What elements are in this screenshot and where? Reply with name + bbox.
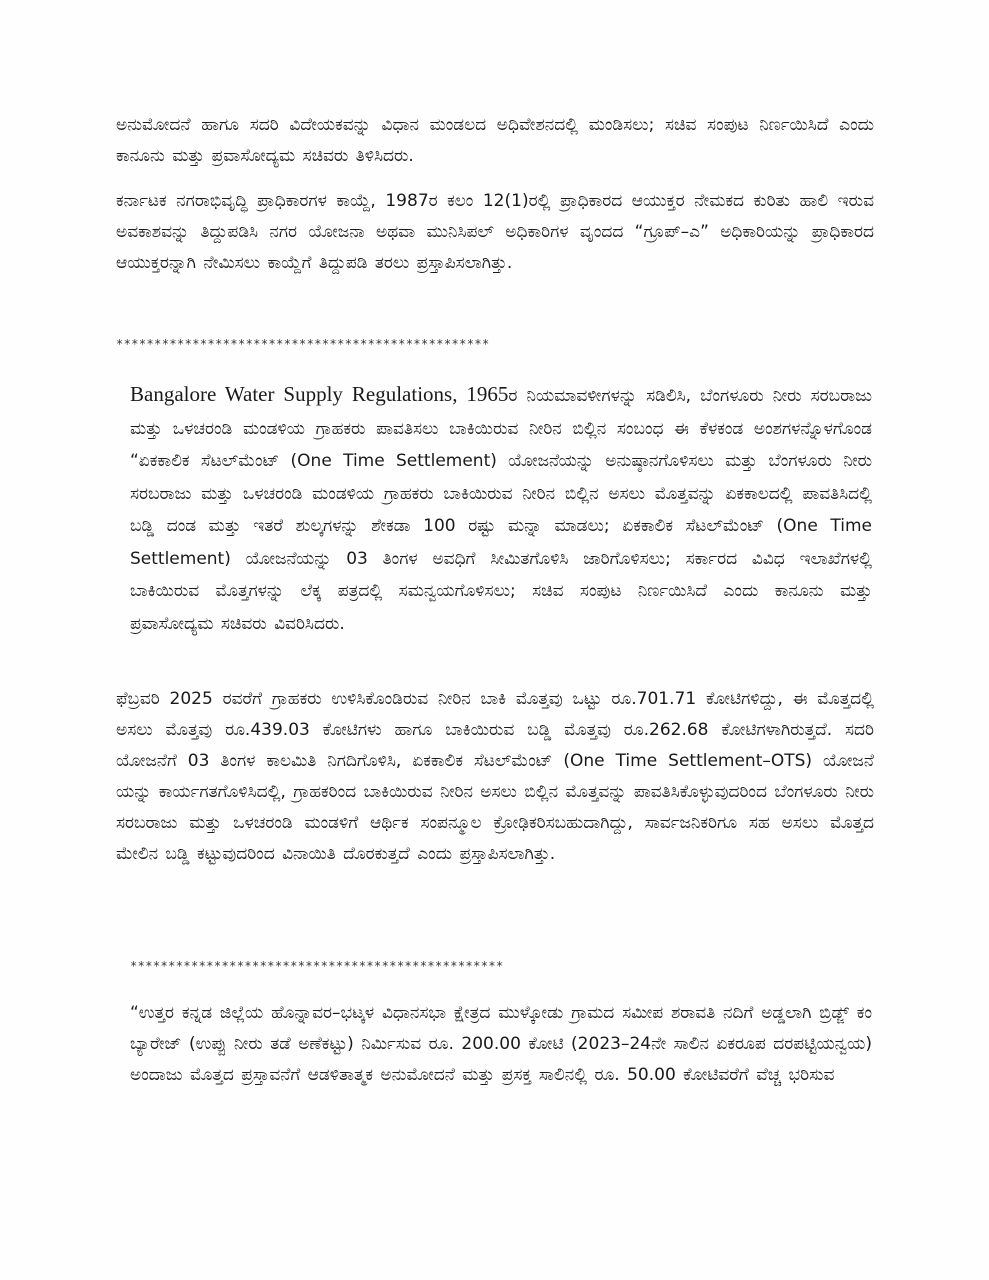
paragraph-outstanding-dues-figures: ಫೆಬ್ರವರಿ 2025 ರವರೆಗೆ ಗ್ರಾಹಕರು ಉಳಿಸಿಕೊಂಡಿರುವ ನೀರಿನ ಬಾಕಿ ಮೊತ್ತವು ಒಟ್ಟು ರೂ.701.71 ಕೋಟಿಗಳಿದ್ದು, ಈ ಮೊತ್ತದಲ್ಲಿ ಅಸಲು ಮೊತ್ತವು ರೂ.439.03 ಕೋಟಿಗಳು ಹಾಗೂ ಬಾಕಿಯಿರುವ ಬಡ್ಡಿ ಮೊತ್ತವು ರೂ.262.68 ಕೋಟಿಗಳಾಗಿರುತ್ತದೆ. ಸದರಿ ಯೋಜನೆಗೆ 03 ತಿಂಗಳ ಕಾಲಮಿತಿ ನಿಗದಿಗೊಳಿಸಿ, ಏಕಕಾಲಿಕ ಸೆಟಲ್‌ಮೆಂಟ್ (One Time Settlement–OTS) ಯೋಜನೆ ಯನ್ನು ಕಾರ್ಯಗತಗೊಳಿಸಿದಲ್ಲಿ, ಗ್ರಾಹಕರಿಂದ ಬಾಕಿಯಿರುವ ನೀರಿನ ಅಸಲು ಬಿಲ್ಲಿನ ಮೊತ್ತವನ್ನು ಪಾವತಿಸಿಕೊಳ್ಳುವುದರಿಂದ ಬೆಂಗಳೂರು ನೀರು ಸರಬರಾಜು ಮತ್ತು ಒಳಚರಂಡಿ ಮಂಡಳಿಗೆ ಆರ್ಥಿಕ ಸಂಪನ್ಮೂಲ ಕ್ರೋಢಿಕರಿಸಬಹುದಾಗಿದ್ದು, ಸಾರ್ವಜನಿಕರಿಗೂ ಸಹ ಅಸಲು ಮೊತ್ತದ ಮೇಲಿನ ಬಡ್ಡಿ ಕಟ್ಟುವುದರಿಂದ ವಿನಾಯಿತಿ ದೊರಕುತ್ತದೆ ಎಂದು ಪ್ರಸ್ತಾಪಿಸಲಾಗಿತ್ತು. [116, 689, 874, 864]
paragraph-lead-regulations-title: Bangalore Water Supply Regulations, 1965 [130, 382, 509, 406]
separator-asterisks: ************************************************* [116, 337, 490, 351]
paragraph-water-supply-ots-scheme [130, 378, 872, 640]
paragraph-sharavati-bridge-barrage: “ಉತ್ತರ ಕನ್ನಡ ಜಿಲ್ಲೆಯ ಹೊನ್ನಾವರ–ಭಟ್ಕಳ ವಿಧಾನಸಭಾ ಕ್ಷೇತ್ರದ ಮುಳ್ಕೋಡು ಗ್ರಾಮದ ಸಮೀಪ ಶರಾವತಿ ನದಿಗೆ ಅಡ್ಡಲಾಗಿ ಬ್ರಿಡ್ಜ್ ಕಂ ಬ್ಯಾರೇಜ್ (ಉಪ್ಪು ನೀರು ತಡೆ ಅಣೆಕಟ್ಟು) ನಿರ್ಮಿಸುವ ರೂ. 200.00 ಕೋಟಿ (2023–24ನೇ ಸಾಲಿನ ಏಕರೂಪ ದರಪಟ್ಟಿಯನ್ವಯ) ಅಂದಾಜು ಮೊತ್ತದ ಪ್ರಸ್ತಾವನೆಗೆ ಆಡಳಿತಾತ್ಮಕ ಅನುಮೋದನೆ ಮತ್ತು ಪ್ರಸಕ್ತ ಸಾಲಿನಲ್ಲಿ ರೂ. 50.00 ಕೋಟಿವರೆಗೆ ವೆಚ್ಚ ಭರಿಸುವ [130, 1003, 872, 1085]
separator-asterisks: ************************************************* [130, 959, 504, 973]
paragraph-body: ರ ನಿಯಮಾವಳೀಗಳನ್ನು ಸಡಿಲಿಸಿ, ಬೆಂಗಳೂರು ನೀರು ಸರಬರಾಜು ಮತ್ತು ಒಳಚರಂಡಿ ಮಂಡಳಿಯ ಗ್ರಾಹಕರು ಪಾವತಿಸಲು ಬಾಕಿಯಿರುವ ನೀರಿನ ಬಿಲ್ಲಿನ ಸಂಬಂಧ ಈ ಕೆಳಕಂಡ ಅಂಶಗಳನ್ನೊಳಗೊಂಡ “ಏಕಕಾಲಿಕ ಸೆಟಲ್‌ಮೆಂಟ್ (One Time Settlement) ಯೋಜನೆಯನ್ನು ಅನುಷ್ಠಾನಗೊಳಿಸಲು ಮತ್ತು ಬೆಂಗಳೂರು ನೀರು ಸರಬರಾಜು ಮತ್ತು ಒಳಚರಂಡಿ ಮಂಡಳಿಯ ಗ್ರಾಹಕರು ಬಾಕಿಯಿರುವ ನೀರಿನ ಬಿಲ್ಲಿನ ಅಸಲು ಮೊತ್ತವನ್ನು ಏಕಕಾಲದಲ್ಲಿ ಪಾವತಿಸಿದಲ್ಲಿ ಬಡ್ಡಿ ದಂಡ ಮತ್ತು ಇತರೆ ಶುಲ್ಕಗಳನ್ನು ಶೇಕಡಾ 100 ರಷ್ಟು ಮನ್ನಾ ಮಾಡಲು; ಏಕಕಾಲಿಕ ಸೆಟಲ್‌ಮೆಂಟ್ (One Time Settlement) ಯೋಜನೆಯನ್ನು 03 ತಿಂಗಳ ಅವಧಿಗೆ ಸೀಮಿತಗೊಳಿಸಿ ಜಾರಿಗೊಳಿಸಲು; ಸರ್ಕಾರದ ವಿವಿಧ ಇಲಾಖೆಗಳಲ್ಲಿ ಬಾಕಿಯಿರುವ ಮೊತ್ತಗಳನ್ನು ಲೆಕ್ಕ ಪತ್ರದಲ್ಲಿ ಸಮನ್ವಯಗೊಳಿಸಲು; ಸಚಿವ ಸಂಪುಟ ನಿರ್ಣಯಿಸಿದೆ ಎಂದು ಕಾನೂನು ಮತ್ತು ಪ್ರವಾಸೋದ್ಯಮ ಸಚಿವರು ವಿವರಿಸಿದರು. [130, 386, 872, 634]
paragraph-cabinet-bill-approval: ಅನುಮೋದನೆ ಹಾಗೂ ಸದರಿ ವಿದೇಯಕವನ್ನು ವಿಧಾನ ಮಂಡಲದ ಅಧಿವೇಶನದಲ್ಲಿ ಮಂಡಿಸಲು; ಸಚಿವ ಸಂಪುಟ ನಿರ್ಣಯಿಸಿದೆ ಎಂದು ಕಾನೂನು ಮತ್ತು ಪ್ರವಾಸೋದ್ಯಮ ಸಚಿವರು ತಿಳಿಸಿದರು. [116, 115, 874, 166]
paragraph-urban-development-act-amendment: ಕರ್ನಾಟಕ ನಗರಾಭಿವೃದ್ಧಿ ಪ್ರಾಧಿಕಾರಗಳ ಕಾಯ್ದೆ, 1987ರ ಕಲಂ 12(1)ರಲ್ಲಿ ಪ್ರಾಧಿಕಾರದ ಆಯುಕ್ತರ ನೇಮಕದ ಕುರಿತು ಹಾಲಿ ಇರುವ ಅವಕಾಶವನ್ನು ತಿದ್ದುಪಡಿಸಿ ನಗರ ಯೋಜನಾ ಅಥವಾ ಮುನಿಸಿಪಲ್ ಅಧಿಕಾರಿಗಳ ವೃಂದದ “ಗ್ರೂಪ್–ಎ” ಅಧಿಕಾರಿಯನ್ನು ಪ್ರಾಧಿಕಾರದ ಆಯುಕ್ತರನ್ನಾಗಿ ನೇಮಿಸಲು ಕಾಯ್ದೆಗೆ ತಿದ್ದುಪಡಿ ತರಲು ಪ್ರಸ್ತಾಪಿಸಲಾಗಿತ್ತು. [116, 191, 874, 273]
